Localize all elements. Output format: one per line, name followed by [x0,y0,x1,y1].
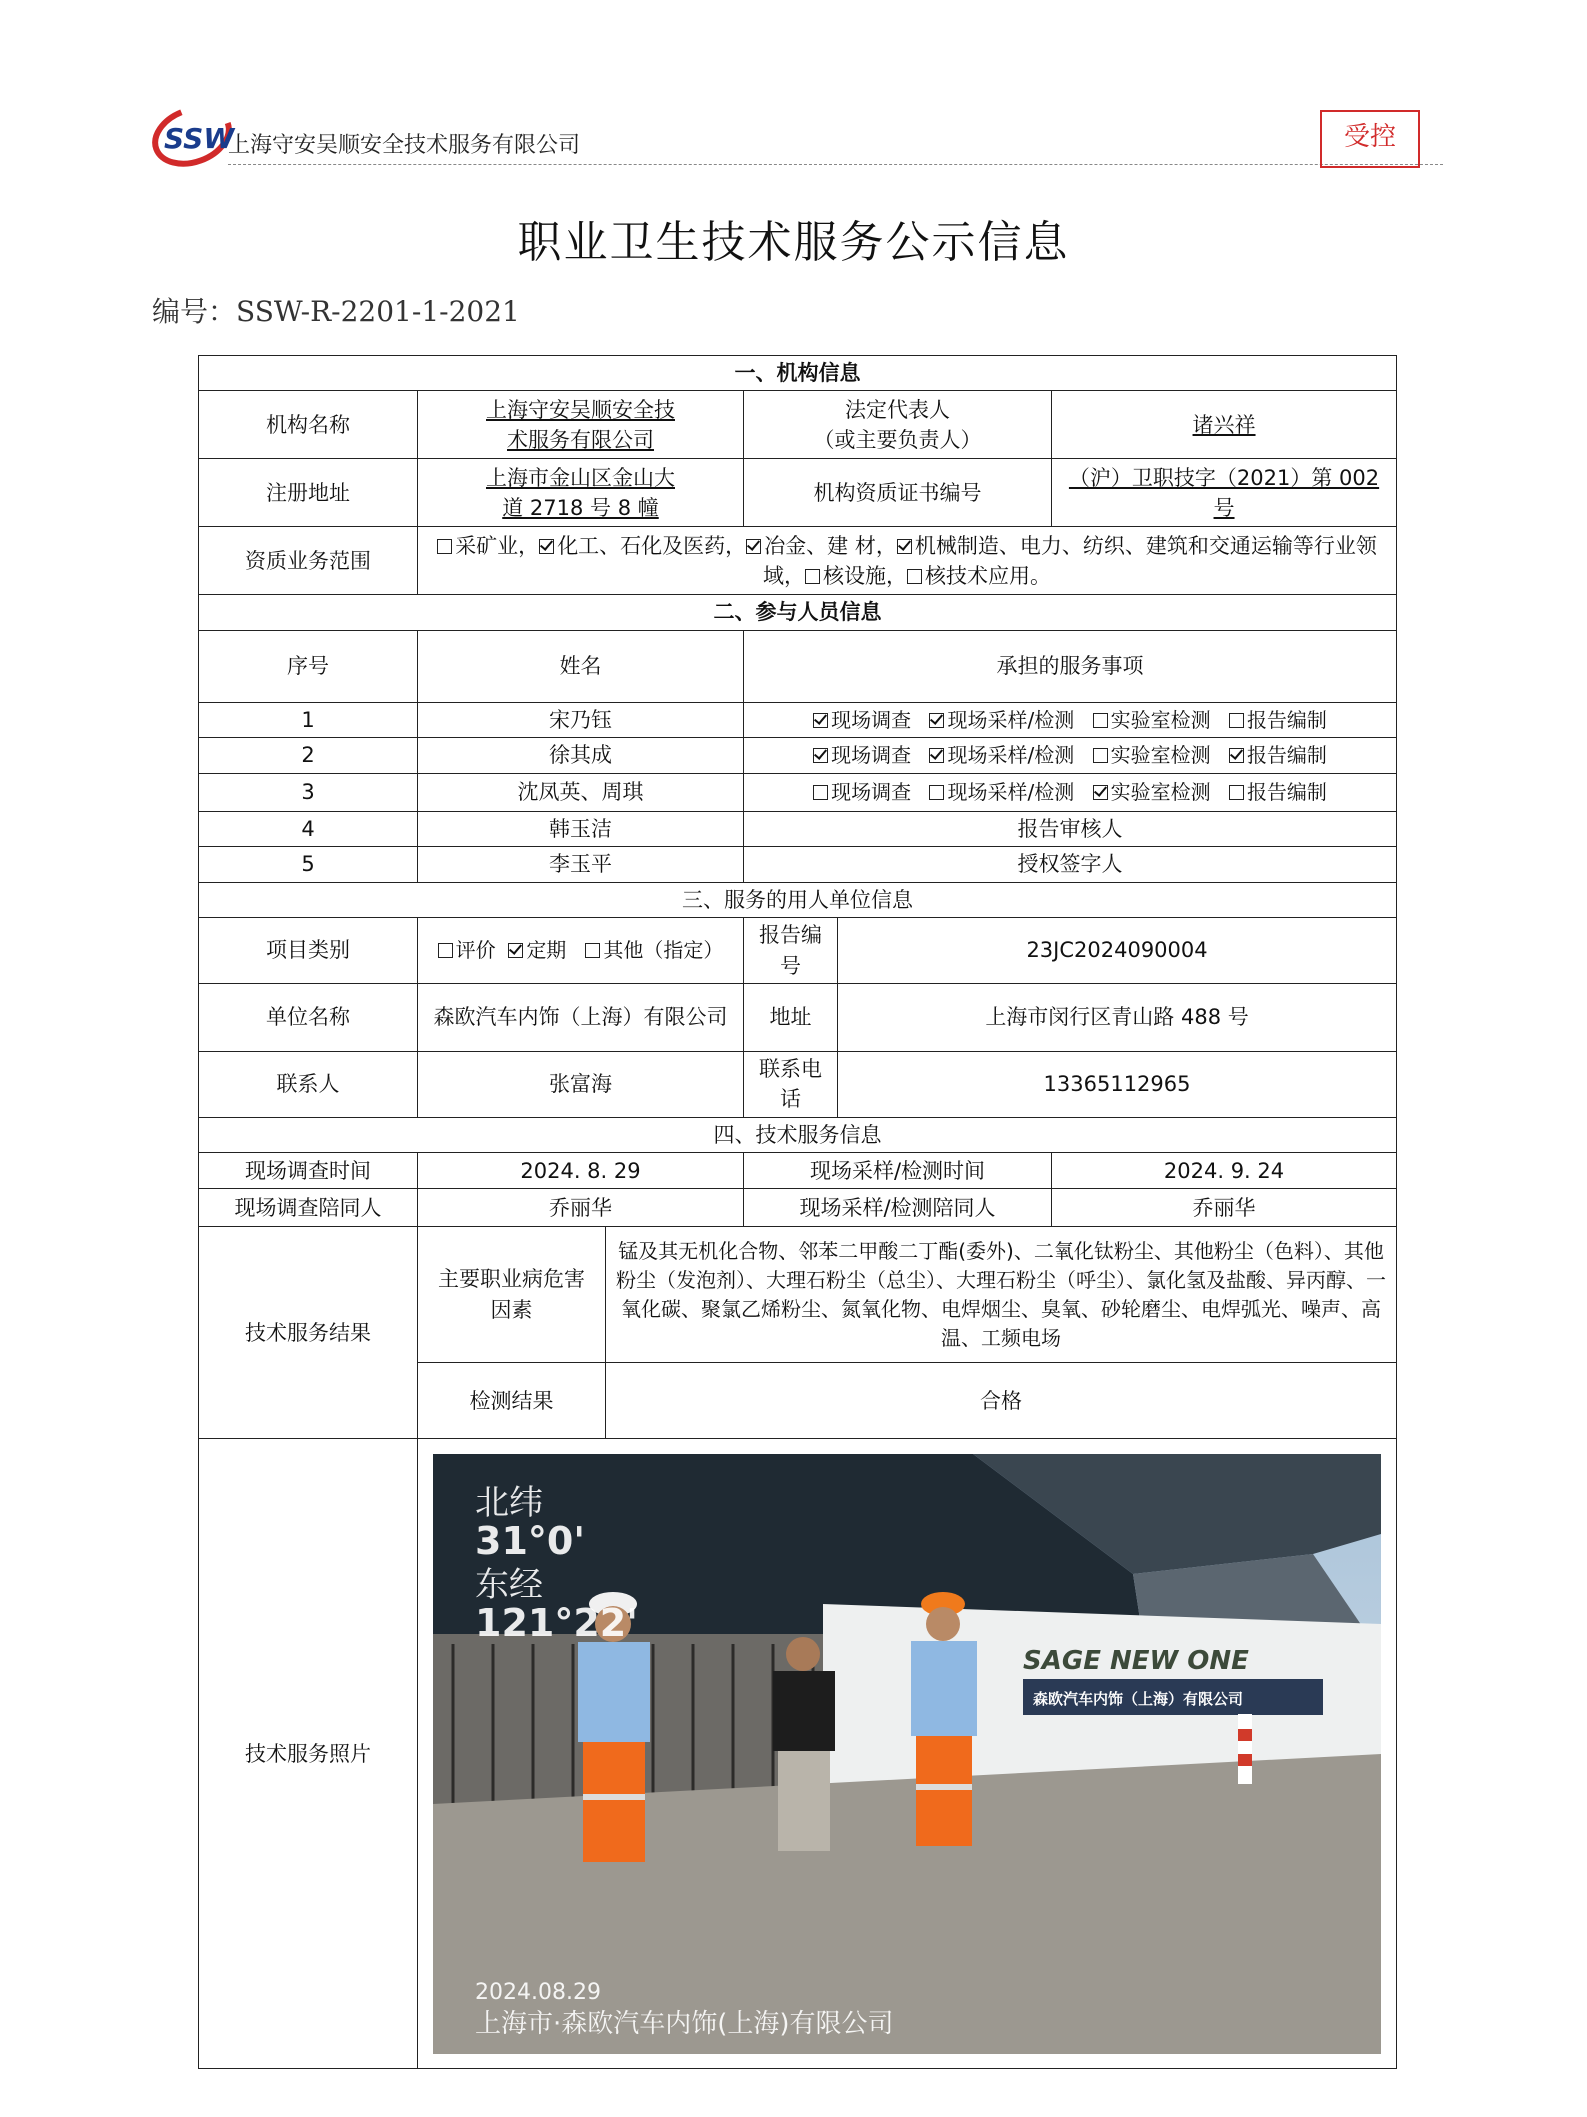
sample-time-value: 2024. 9. 24 [1052,1153,1397,1189]
photo-sign-text: SAGE NEW ONE [1023,1645,1249,1676]
table-row [199,847,1397,882]
staff-services: 现场调查 现场采样/检测 实验室检测 报告编制 [744,773,1397,811]
service-checkbox [929,748,944,763]
staff-no: 5 [199,847,418,882]
project-type-label: 项目类别 [199,918,418,984]
sample-time-label: 现场采样/检测时间 [744,1153,1052,1189]
staff-no: 1 [199,702,418,737]
photo-lat-label: 北纬 [475,1482,544,1523]
phone-value: 13365112965 [838,1051,1397,1117]
staff-name: 宋乃钰 [418,702,744,737]
service-checkbox [1229,713,1244,728]
photo-lon-label: 东经 [475,1564,544,1605]
scope-value: 采矿业， 化工、石化及医药， 冶金、建 材， 机械制造、电力、纺织、建筑和交通运输等行业领域， 核设施， 核技术应用。 [418,527,1397,595]
report-no-label: 报告编号 [744,918,838,984]
company-header-name: 上海守安吴顺安全技术服务有限公司 [228,133,581,158]
staff-services: 现场调查 现场采样/检测 实验室检测 报告编制 [744,738,1397,773]
scope-checkbox-3 [897,539,912,554]
service-checkbox [1229,748,1244,763]
hazard-label: 主要职业病危害因素 [418,1227,606,1363]
sample-escort-value: 乔丽华 [1052,1189,1397,1227]
unit-name-label: 单位名称 [199,983,418,1051]
ssw-logo-icon [150,98,240,168]
phone-label: 联系电话 [744,1051,838,1117]
org-name-value: 上海守安吴顺安全技 术服务有限公司 [418,391,744,459]
scope-label: 资质业务范围 [199,527,418,595]
service-checkbox [1093,748,1108,763]
staff-name: 徐其成 [418,738,744,773]
unit-name-value: 森欧汽车内饰（上海）有限公司 [418,983,744,1051]
service-checkbox [929,713,944,728]
page-title: 职业卫生技术服务公示信息 [517,217,1070,268]
org-name-label: 机构名称 [199,391,418,459]
service-photo [433,1454,1381,2054]
staff-role: 报告审核人 [744,811,1397,846]
staff-no: 2 [199,738,418,773]
staff-col-name: 姓名 [418,630,744,702]
detect-value: 合格 [606,1363,1397,1439]
header-divider [228,164,1443,165]
photo-sign-subtext: 森欧汽车内饰（上海）有限公司 [1033,1689,1244,1708]
photo-scene-icon [433,1454,1381,2054]
survey-escort-label: 现场调查陪同人 [199,1189,418,1227]
logo-text: SSW [164,122,235,155]
photo-location: 上海市·森欧汽车内饰(上海)有限公司 [475,2008,894,2039]
service-checkbox [813,785,828,800]
scope-checkbox-0 [437,539,452,554]
table-row [199,702,1397,737]
table-row [199,773,1397,811]
staff-role: 授权签字人 [744,847,1397,882]
sample-escort-label: 现场采样/检测陪同人 [744,1189,1052,1227]
type-checkbox [585,943,600,958]
staff-no: 3 [199,773,418,811]
staff-services: 现场调查 现场采样/检测 实验室检测 报告编制 [744,702,1397,737]
service-checkbox [1093,785,1108,800]
section-staff-title: 二、参与人员信息 [199,595,1397,630]
staff-name: 沈凤英、周琪 [418,773,744,811]
cert-number-value: （沪）卫职技字（2021）第 002 号 [1052,459,1397,527]
staff-no: 4 [199,811,418,846]
section-tech-title: 四、技术服务信息 [199,1117,1397,1152]
photo-cell [418,1439,1397,2069]
service-checkbox [929,785,944,800]
info-table [198,355,1397,2069]
detect-label: 检测结果 [418,1363,606,1439]
survey-time-label: 现场调查时间 [199,1153,418,1189]
photo-label: 技术服务照片 [199,1439,418,2069]
controlled-stamp: 受控 [1320,110,1420,168]
service-checkbox [813,748,828,763]
contact-value: 张富海 [418,1051,744,1117]
type-checkbox [438,943,453,958]
legal-rep-value: 诸兴祥 [1052,391,1397,459]
service-checkbox [1093,713,1108,728]
staff-col-no: 序号 [199,630,418,702]
page-header [150,98,1440,168]
document-number: 编号：SSW-R-2201-1-2021 [152,295,520,328]
scope-checkbox-2 [746,539,761,554]
survey-time-value: 2024. 8. 29 [418,1153,744,1189]
staff-name: 李玉平 [418,847,744,882]
survey-escort-value: 乔丽华 [418,1189,744,1227]
project-type-options: 评价 定期 其他（指定） [418,918,744,984]
cert-number-label: 机构资质证书编号 [744,459,1052,527]
photo-lon: 121°22' [475,1600,638,1645]
scope-checkbox-4 [805,569,820,584]
section-org-title: 一、机构信息 [199,356,1397,391]
staff-name: 韩玉洁 [418,811,744,846]
reg-address-value: 上海市金山区金山大 道 2718 号 8 幢 [418,459,744,527]
table-row [199,738,1397,773]
table-row [199,811,1397,846]
unit-address-label: 地址 [744,983,838,1051]
staff-col-service: 承担的服务事项 [744,630,1397,702]
scope-checkbox-5 [907,569,922,584]
contact-label: 联系人 [199,1051,418,1117]
service-checkbox [1229,785,1244,800]
report-no-value: 23JC2024090004 [838,918,1397,984]
hazard-value: 锰及其无机化合物、邻苯二甲酸二丁酯(委外)、二氧化钛粉尘、其他粉尘（色料）、其他粉尘（发泡剂）、大理石粉尘（总尘）、大理石粉尘（呼尘）、氯化氢及盐酸、异丙醇、一氧化碳、聚氯乙烯粉尘、氮氧化物、电焊烟尘、臭氧、砂轮磨尘、电焊弧光、噪声、高温、工频电场 [606,1227,1397,1363]
photo-date: 2024.08.29 [475,1979,601,2005]
result-label: 技术服务结果 [199,1227,418,1439]
unit-address-value: 上海市闵行区青山路 488 号 [838,983,1397,1051]
legal-rep-label: 法定代表人 （或主要负责人） [744,391,1052,459]
type-checkbox [508,943,523,958]
reg-address-label: 注册地址 [199,459,418,527]
photo-lat: 31°0' [475,1518,585,1563]
section-client-title: 三、服务的用人单位信息 [199,882,1397,917]
scope-checkbox-1 [539,539,554,554]
service-checkbox [813,713,828,728]
